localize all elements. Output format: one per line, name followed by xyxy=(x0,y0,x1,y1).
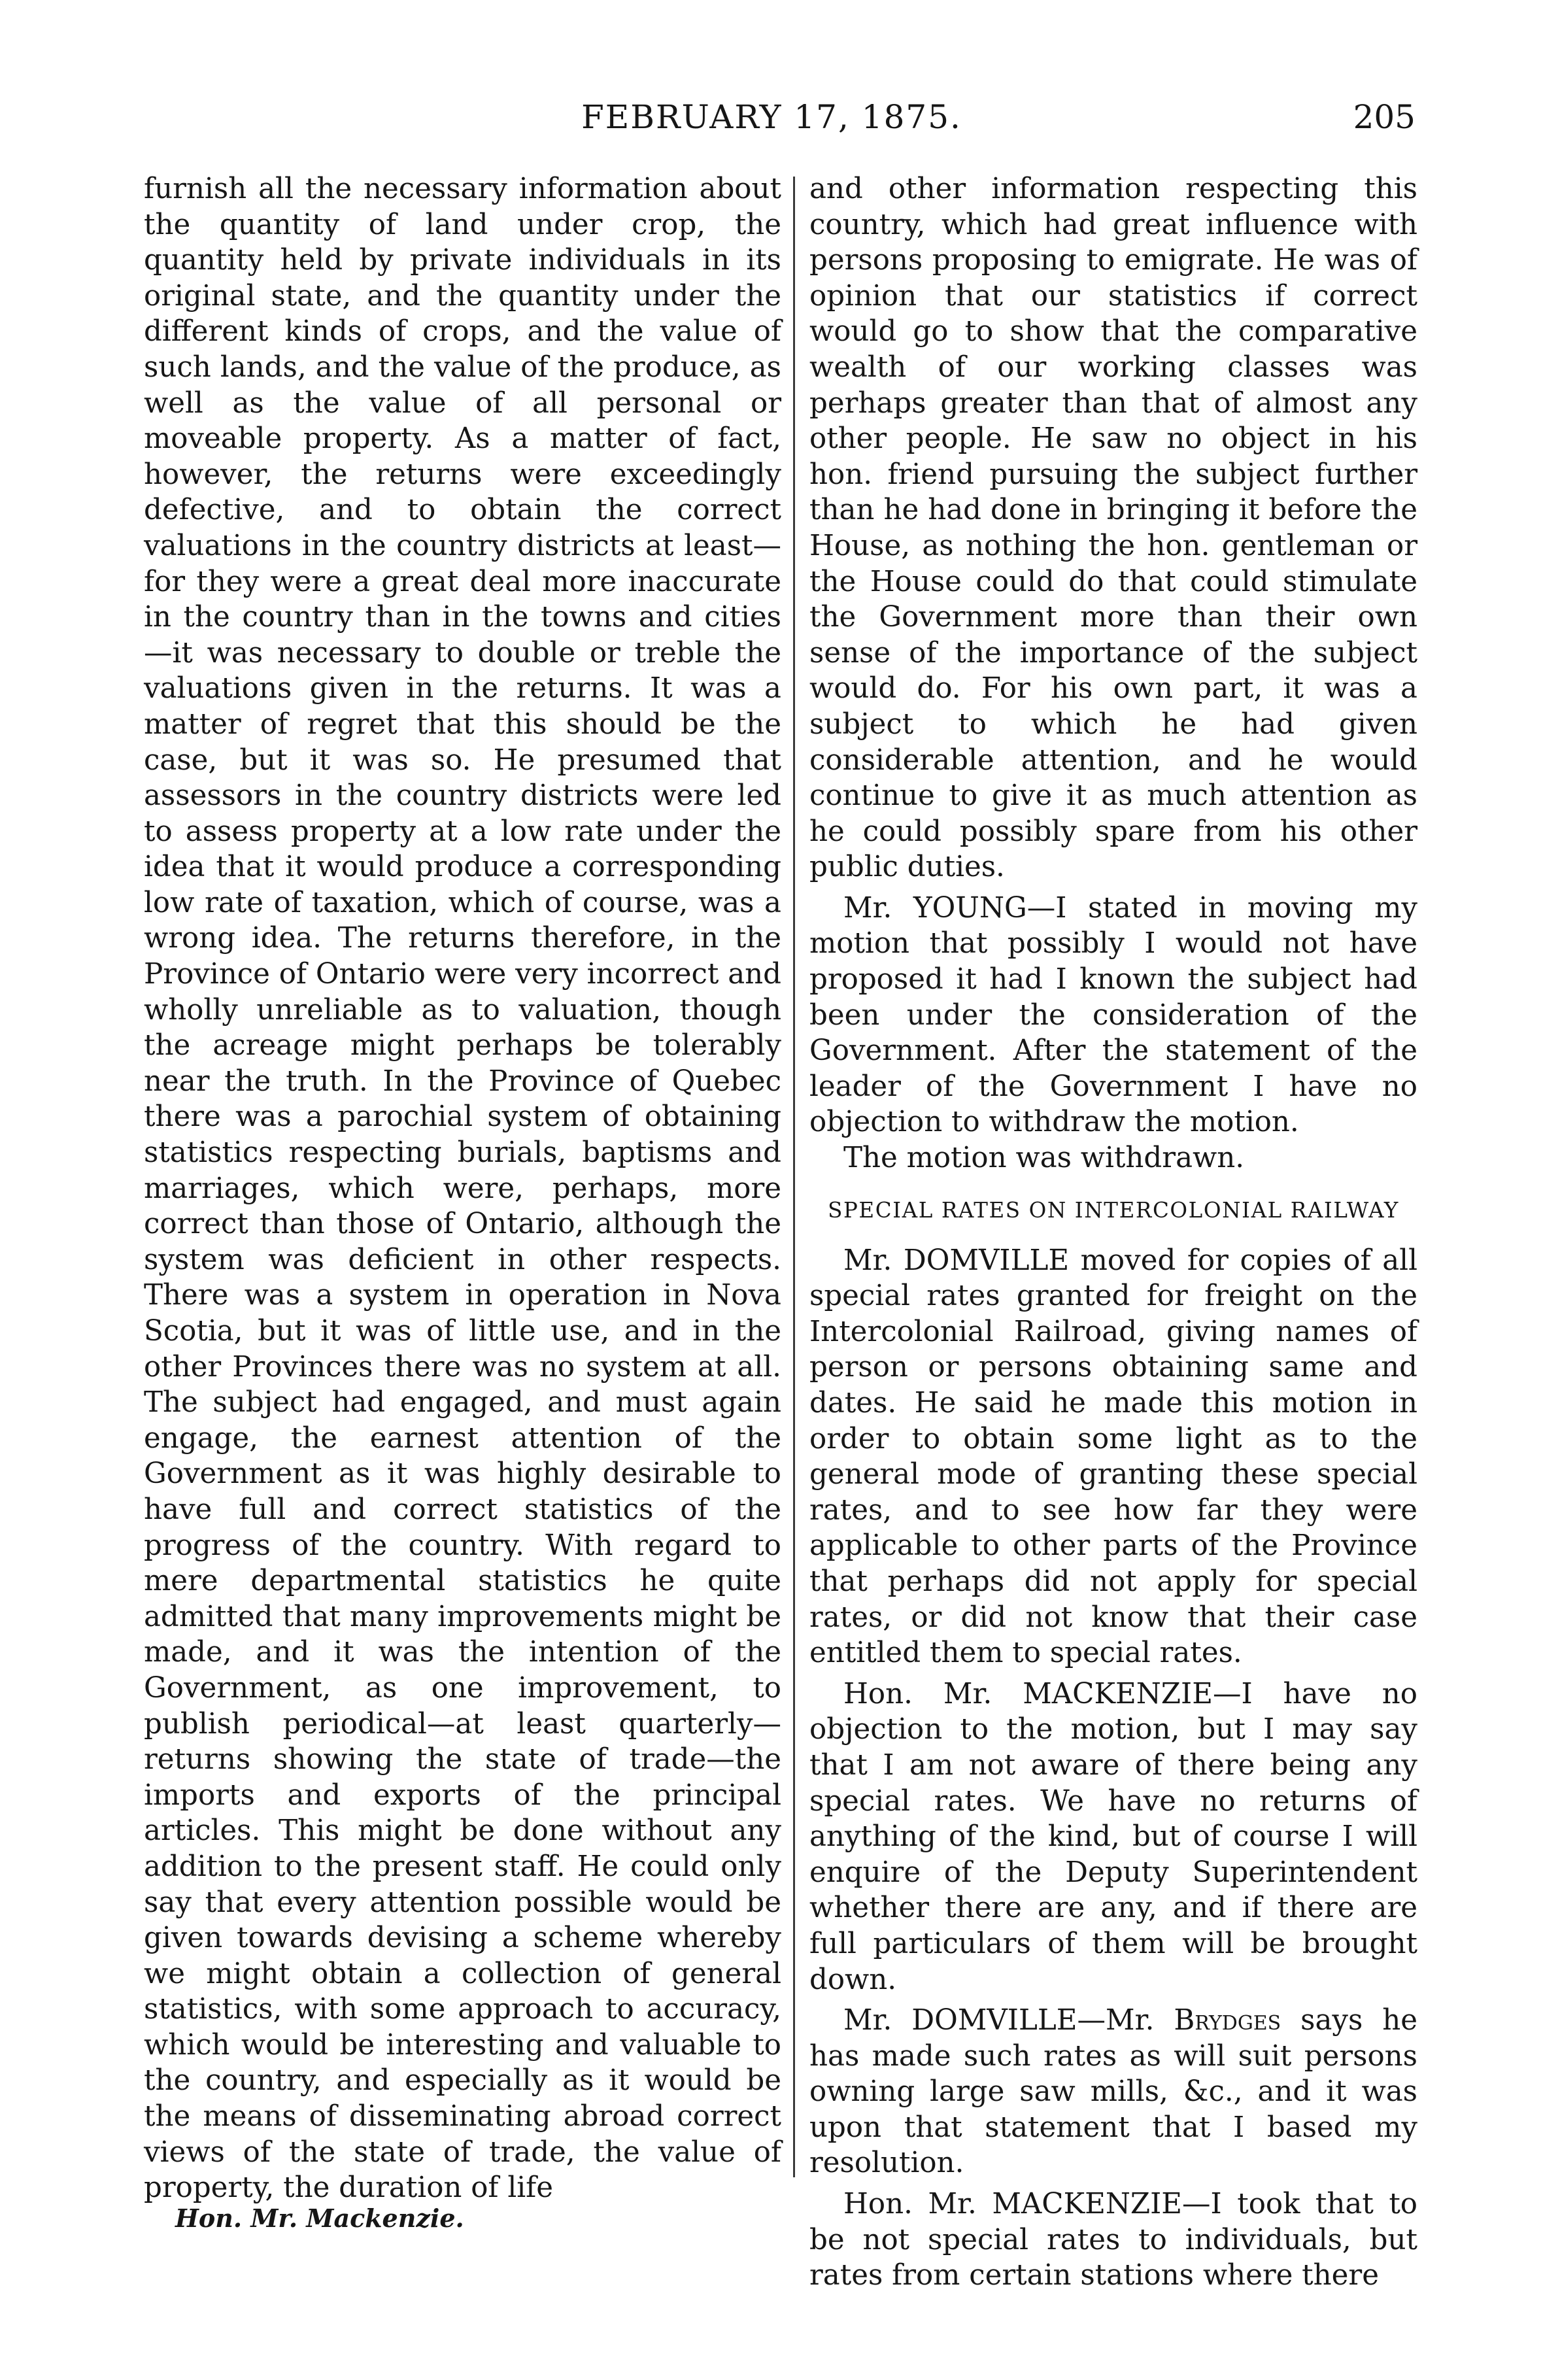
domville-response-prefix: Mr. DOMVILLE—Mr. xyxy=(843,2004,1174,2037)
brydges-name: Brydges xyxy=(1174,2004,1281,2037)
page-title: FEBRUARY 17, 1875. xyxy=(581,98,962,136)
left-paragraph-1: furnish all the necessary information about the quantity of land under crop, the quantity held by private individuals in its original state, and the quantity under the different kinds of crops, and the value of such lands, and the value of the produce, as well as the value of all personal or moveable property. As a matter of fact, however, the returns were exceedingly defective, and to obtain the correct valuations in the country districts at least—for they were a great deal more inaccurate in the country than in the towns and cities —it was necessary to double or treble the valuations given in the returns. It was a matter of regret that this should be the case, but it was so. He presumed that assessors in the country districts were led to assess property at a low rate under the idea that it would produce a corresponding low rate of taxation, which of course, was a wrong idea. The returns therefore, in the Province of Ontario were very incorrect and wholly unreliable as to valuation, though the acreage might perhaps be tolerably near the truth. In the Province of Quebec there was a parochial system of obtaining statistics respecting burials, baptisms and marriages, which were, perhaps, more correct than those of Ontario, although the system was deficient in other respects. There was a system in operation in Nova Scotia, but it was of little use, and in the other Provinces there was no system at all. The subject had engaged, and must again engage, the earnest attention of the Government as it was highly desirable to have full and correct statistics of the progress of the country. With regard to mere departmental statistics he quite admitted that many improvements might be made, and it was the intention of the Government, as one improvement, to publish periodical—at least quarterly—returns showing the state of trade—the imports and exports of the principal articles. This might be done without any addition to the present staff. He could only say that every attention possible would be given towards devising a scheme whereby we might obtain a collection of general statistics, with some approach to accuracy, which would be interesting and valuable to the country, and especially as it would be the means of disseminating abroad correct views of the state of trade, the value of property, the duration of life xyxy=(144,173,781,2205)
right-column xyxy=(809,171,1417,2294)
domville-motion: Mr. DOMVILLE moved for copies of all special rates granted for freight on the Intercolonial Railroad, giving names of person or persons obtaining same and dates. He said he made this motion in order to obtain some light as to the general mode of granting these special rates, and to see how far they were applicable to other parts of the Province that perhaps did not apply for special rates, or did not know that their case entitled them to special rates. xyxy=(809,1244,1417,1670)
footer-speaker-note: Hon. Mr. Mackenzie. xyxy=(175,2203,464,2233)
motion-withdrawn-note: The motion was withdrawn. xyxy=(843,1142,1245,1175)
domville-response xyxy=(809,2003,1417,2181)
column-divider xyxy=(793,177,795,2177)
left-column xyxy=(144,171,781,2206)
young-statement: Mr. YOUNG—I stated in moving my motion that possibly I would not have proposed it had I known the subject had been under the consideration of the Government. After the statement of the leader of the Government I have no objection to withdraw the motion. xyxy=(809,891,1417,1139)
mackenzie-reply: Hon. Mr. MACKENZIE—I have no objection to the motion, but I may say that I am not aware of there being any special rates. We have no returns of anything of the kind, but of course I will enquire of the Deputy Superintendent whether there are any, and if there are full particulars of them will be brought down. xyxy=(809,1677,1417,1996)
mackenzie-second-reply: Hon. Mr. MACKENZIE—I took that to be not special rates to individuals, but rates from certain stations where there xyxy=(809,2188,1417,2292)
domville-response-rest: says he has made such rates as will suit persons owning large saw mills, &c., and it was upon that statement that I based my resolution. xyxy=(809,2004,1417,2180)
section-heading: SPECIAL RATES ON INTERCOLONIAL RAILWAY xyxy=(828,1197,1399,1223)
page-number: 205 xyxy=(1353,98,1416,136)
right-paragraph-1: and other information respecting this country, which had great influence with persons proposing to emigrate. He was of opinion that our statistics if correct would go to show that the comparative wealth of our working classes was perhaps greater than that of almost any other people. He saw no object in his hon. friend pursuing the subject further than he had done in bringing it before the House, as nothing the hon. gentleman or the House could do that could stimulate the Government more than their own sense of the importance of the subject would do. For his own part, it was a subject to which he had given considerable attention, and he would continue to give it as much attention as he could possibly spare from his other public duties. xyxy=(809,173,1417,884)
running-head xyxy=(0,98,1543,144)
